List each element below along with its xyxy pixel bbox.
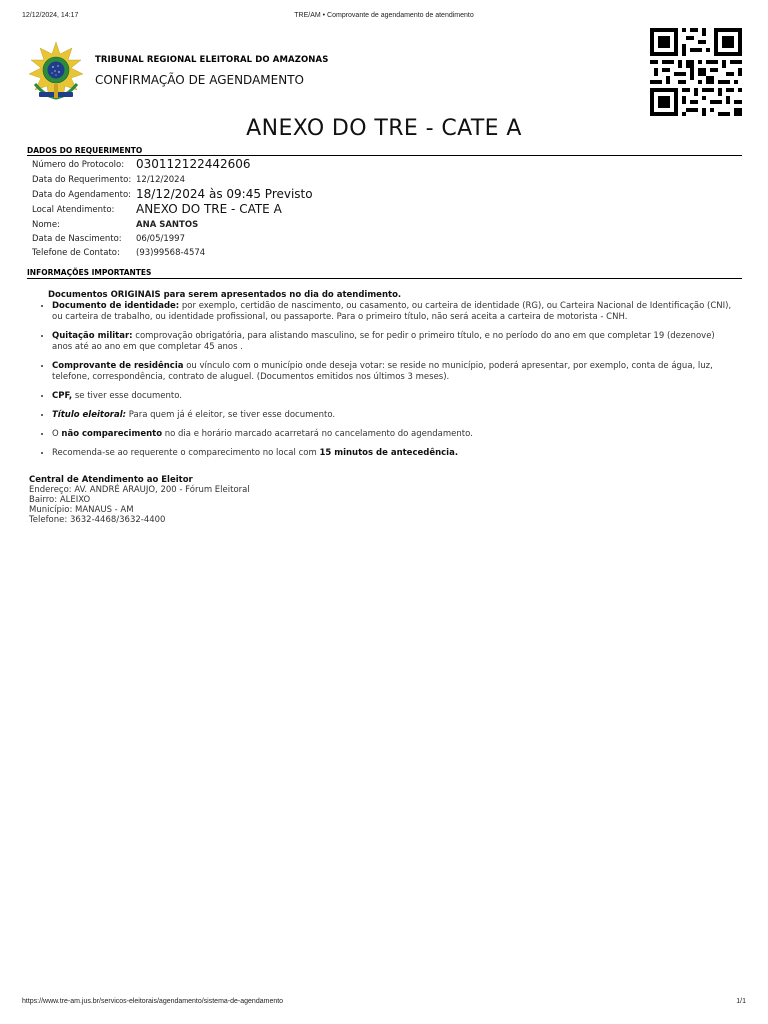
list-item [52,391,737,402]
field-label: Número do Protocolo: [32,160,125,170]
applicant-name: ANA SANTOS [136,220,199,230]
item-text: comprovação obrigatória, para alistando masculino, se for pedir o primeiro título, e no período do ano em que completar 19 (dezenove) anos até ao ano em que completar 45 anos . [52,331,715,352]
field-label: Data do Requerimento: [32,175,132,185]
contact-phone: (93)99568-4574 [136,248,206,258]
field-label: Nome: [32,220,60,230]
document-type-title: CONFIRMAÇÃO DE AGENDAMENTO [95,73,304,87]
item-text: por exemplo, certidão de nascimento, ou casamento, ou carteira de identidade (RG), ou Carteira Nacional de Identificação (CNI), ou carteira de trabalho, ou identidade profissional, ou passaporte. Para o primeiro título, não será aceita a carteira de motorista - CNH. [52,301,732,322]
birth-date: 06/05/1997 [136,234,185,244]
field-label: Data de Nascimento: [32,234,122,244]
protocol-number: 030112122442606 [136,157,251,171]
item-key: Comprovante de residência [52,361,184,371]
section-title-info: INFORMAÇÕES IMPORTANTES [27,268,152,277]
print-url: https://www.tre-am.jus.br/servicos-eleitorais/agendamento/sistema-de-agendamento [22,998,284,1005]
item-text: no dia e horário marcado acarretará no cancelamento do agendamento. [162,429,473,439]
org-name: TRIBUNAL REGIONAL ELEITORAL DO AMAZONAS [95,55,329,65]
item-text: O [52,429,62,439]
section-divider [27,155,742,156]
contact-block [29,475,250,525]
contact-title: Central de Atendimento ao Eleitor [29,475,193,485]
field-label: Data do Agendamento: [32,190,132,200]
list-item [52,301,737,323]
location-title: ANEXO DO TRE - CATE A [246,116,522,141]
item-key: Título eleitoral: [52,410,127,420]
field-label: Telefone de Contato: [32,248,120,258]
list-item [52,448,737,459]
contact-district: Bairro: ALEIXO [29,495,91,505]
list-item [52,331,737,353]
info-intro: Documentos ORIGINAIS para serem apresentados no dia do atendimento. [48,290,402,300]
appointment-datetime: 18/12/2024 às 09:45 Previsto [136,187,313,201]
item-key: Documento de identidade: [52,301,180,311]
list-item [52,361,737,383]
item-key: 15 minutos de antecedência. [319,448,459,458]
item-text: se tiver esse documento. [72,391,183,401]
item-key: Quitação militar: [52,331,133,341]
contact-city: Município: MANAUS - AM [29,505,134,515]
print-header [22,12,746,24]
item-text: ou vínculo com o município onde deseja votar: se reside no município, poderá apresentar, por exemplo, conta de água, luz, telefone, correspondência, contrato de aluguel. (Documentos emitidos nos últimos 3 meses). [52,361,713,382]
list-item [52,410,737,421]
print-footer [22,998,746,1010]
item-key: não comparecimento [61,429,163,439]
item-text: Para quem já é eleitor, se tiver esse documento. [126,410,336,420]
coat-of-arms-logo [25,40,87,104]
print-title: TRE/AM • Comprovante de agendamento de atendimento [294,12,474,19]
appointment-location: ANEXO DO TRE - CATE A [136,202,282,216]
field-label: Local Atendimento: [32,205,115,215]
contact-address: Endereço: AV. ANDRÉ ARAUJO, 200 - Fórum Eleitoral [29,485,250,495]
contact-phone-line: Telefone: 3632-4468/3632-4400 [29,515,166,525]
section-divider [27,278,742,279]
section-title-requerimento: DADOS DO REQUERIMENTO [27,146,143,155]
page-number: 1/1 [736,998,746,1005]
list-item [52,429,737,440]
info-list [32,301,737,459]
important-info [32,290,737,467]
request-date: 12/12/2024 [136,175,185,185]
print-timestamp: 12/12/2024, 14:17 [22,12,79,19]
item-key: CPF, [52,391,73,401]
qr-code [650,28,742,116]
item-text: Recomenda-se ao requerente o comparecimento no local com [52,448,320,458]
